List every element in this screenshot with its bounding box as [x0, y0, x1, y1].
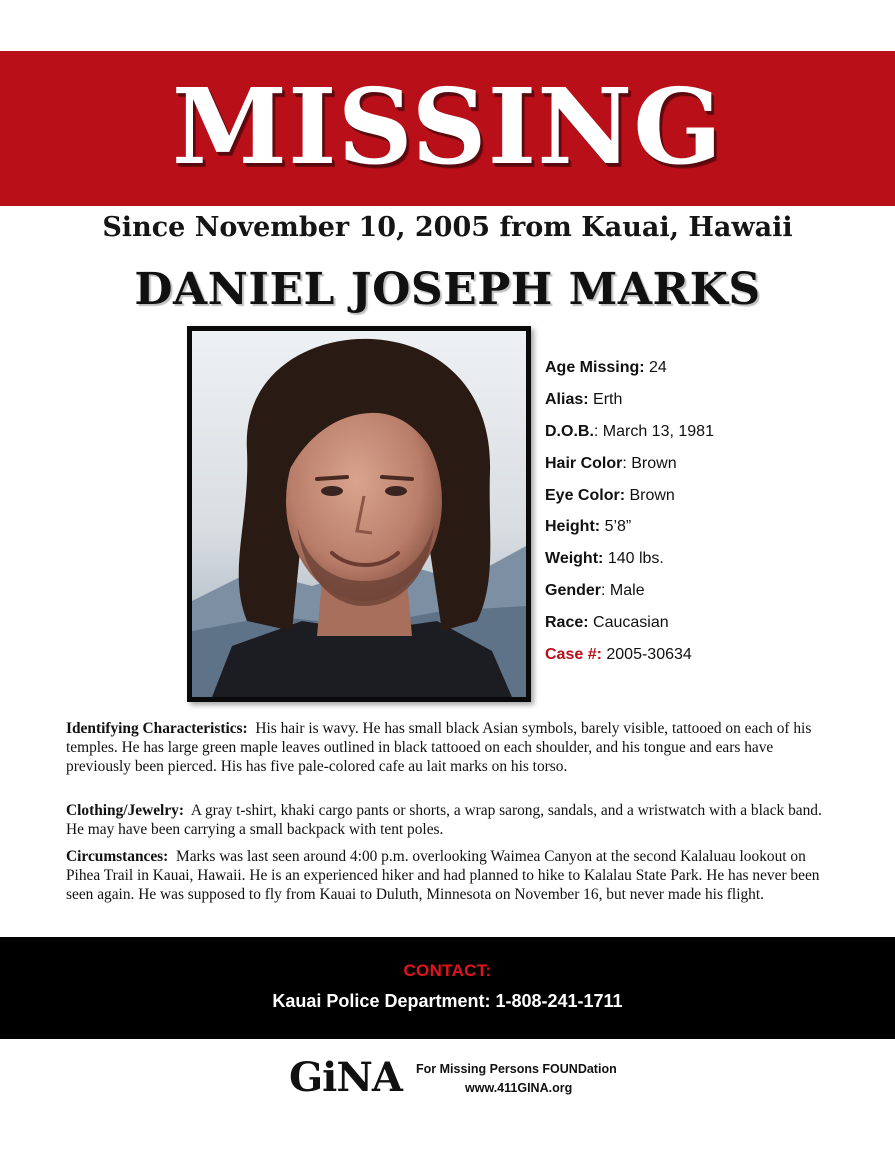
gina-url: www.411GINA.org: [465, 1081, 573, 1095]
contact-phone-line: Kauai Police Department: 1-808-241-1711: [272, 991, 623, 1011]
fact-gender: [545, 577, 875, 609]
fact-weight: [545, 545, 875, 577]
fact-value: Brown: [629, 486, 675, 504]
fact-label: Hair Color: [545, 454, 623, 472]
fact-label: Case #:: [545, 646, 602, 664]
facts-list: [545, 354, 875, 673]
missing-since-line: Since November 10, 2005 from Kauai, Hawaii: [102, 212, 793, 243]
fact-eye-color: [545, 482, 875, 514]
fact-value: 5’8”: [604, 518, 632, 536]
fact-race: [545, 609, 875, 641]
circumstances-text: Marks was last seen around 4:00 p.m. overlooking Waimea Canyon at the second Kalaluau lookout on Pihea Trail in Kauai, Hawaii. He is an experienced hiker and had planned to hike to Kalalau State Park. He has never been seen again. He was supposed to fly from Kauai to Duluth, Minnesota on November 16, but never made his flight.: [66, 848, 820, 903]
fact-label: Alias:: [545, 390, 589, 408]
fact-age-missing: [545, 354, 875, 386]
clothing-text: A gray t-shirt, khaki cargo pants or shorts, a wrap sarong, sandals, and a wristwatch with a black band. He may have been carrying a small backpack with tent poles.: [66, 802, 822, 838]
clothing-jewelry: [66, 801, 841, 839]
fact-value: 2005-30634: [606, 646, 692, 664]
fact-height: [545, 513, 875, 545]
circumstances: [66, 847, 841, 904]
fact-label: Eye Color:: [545, 486, 626, 504]
fact-label: Gender: [545, 582, 602, 600]
fact-value: : Brown: [622, 454, 677, 472]
fact-value: : Male: [601, 582, 645, 600]
fact-label: Weight:: [545, 550, 604, 568]
missing-title: MISSING: [171, 65, 724, 188]
portrait-image: [192, 331, 526, 697]
identifying-characteristics: [66, 719, 841, 776]
fact-value: : March 13, 1981: [593, 422, 714, 440]
fact-label: Race:: [545, 614, 589, 632]
fact-label: Height:: [545, 518, 601, 536]
contact-bar: [0, 937, 895, 1039]
fact-value: Caucasian: [593, 614, 669, 632]
missing-person-photo: [187, 326, 531, 702]
fact-case-number: [545, 641, 875, 673]
circumstances-label: Circumstances:: [66, 848, 169, 865]
fact-label: Age Missing:: [545, 359, 645, 376]
fact-value: Erth: [593, 390, 623, 408]
fact-alias: [545, 386, 875, 418]
fact-label: D.O.B.: [545, 422, 594, 440]
gina-logo: [289, 1054, 649, 1104]
contact-title: CONTACT:: [403, 961, 492, 980]
fact-value: 24: [649, 359, 667, 376]
identifying-label: Identifying Characteristics:: [66, 720, 248, 737]
fact-hair-color: [545, 450, 875, 482]
missing-person-name: DANIEL JOSEPH MARKS: [134, 264, 761, 315]
clothing-label: Clothing/Jewelry:: [66, 802, 184, 819]
fact-value: 140 lbs.: [607, 550, 664, 568]
gina-logo-mark: GiNA: [289, 1054, 402, 1101]
gina-tagline: For Missing Persons FOUNDation: [416, 1062, 617, 1076]
identifying-text: His hair is wavy. He has small black Asian symbols, barely visible, tattooed on each of his temples. He has large green maple leaves outlined in black tattooed on each shoulder, and his tongue and ears have previously been pierced. His has five pale-colored cafe au lait marks on his torso.: [66, 720, 812, 775]
fact-dob: [545, 418, 875, 450]
